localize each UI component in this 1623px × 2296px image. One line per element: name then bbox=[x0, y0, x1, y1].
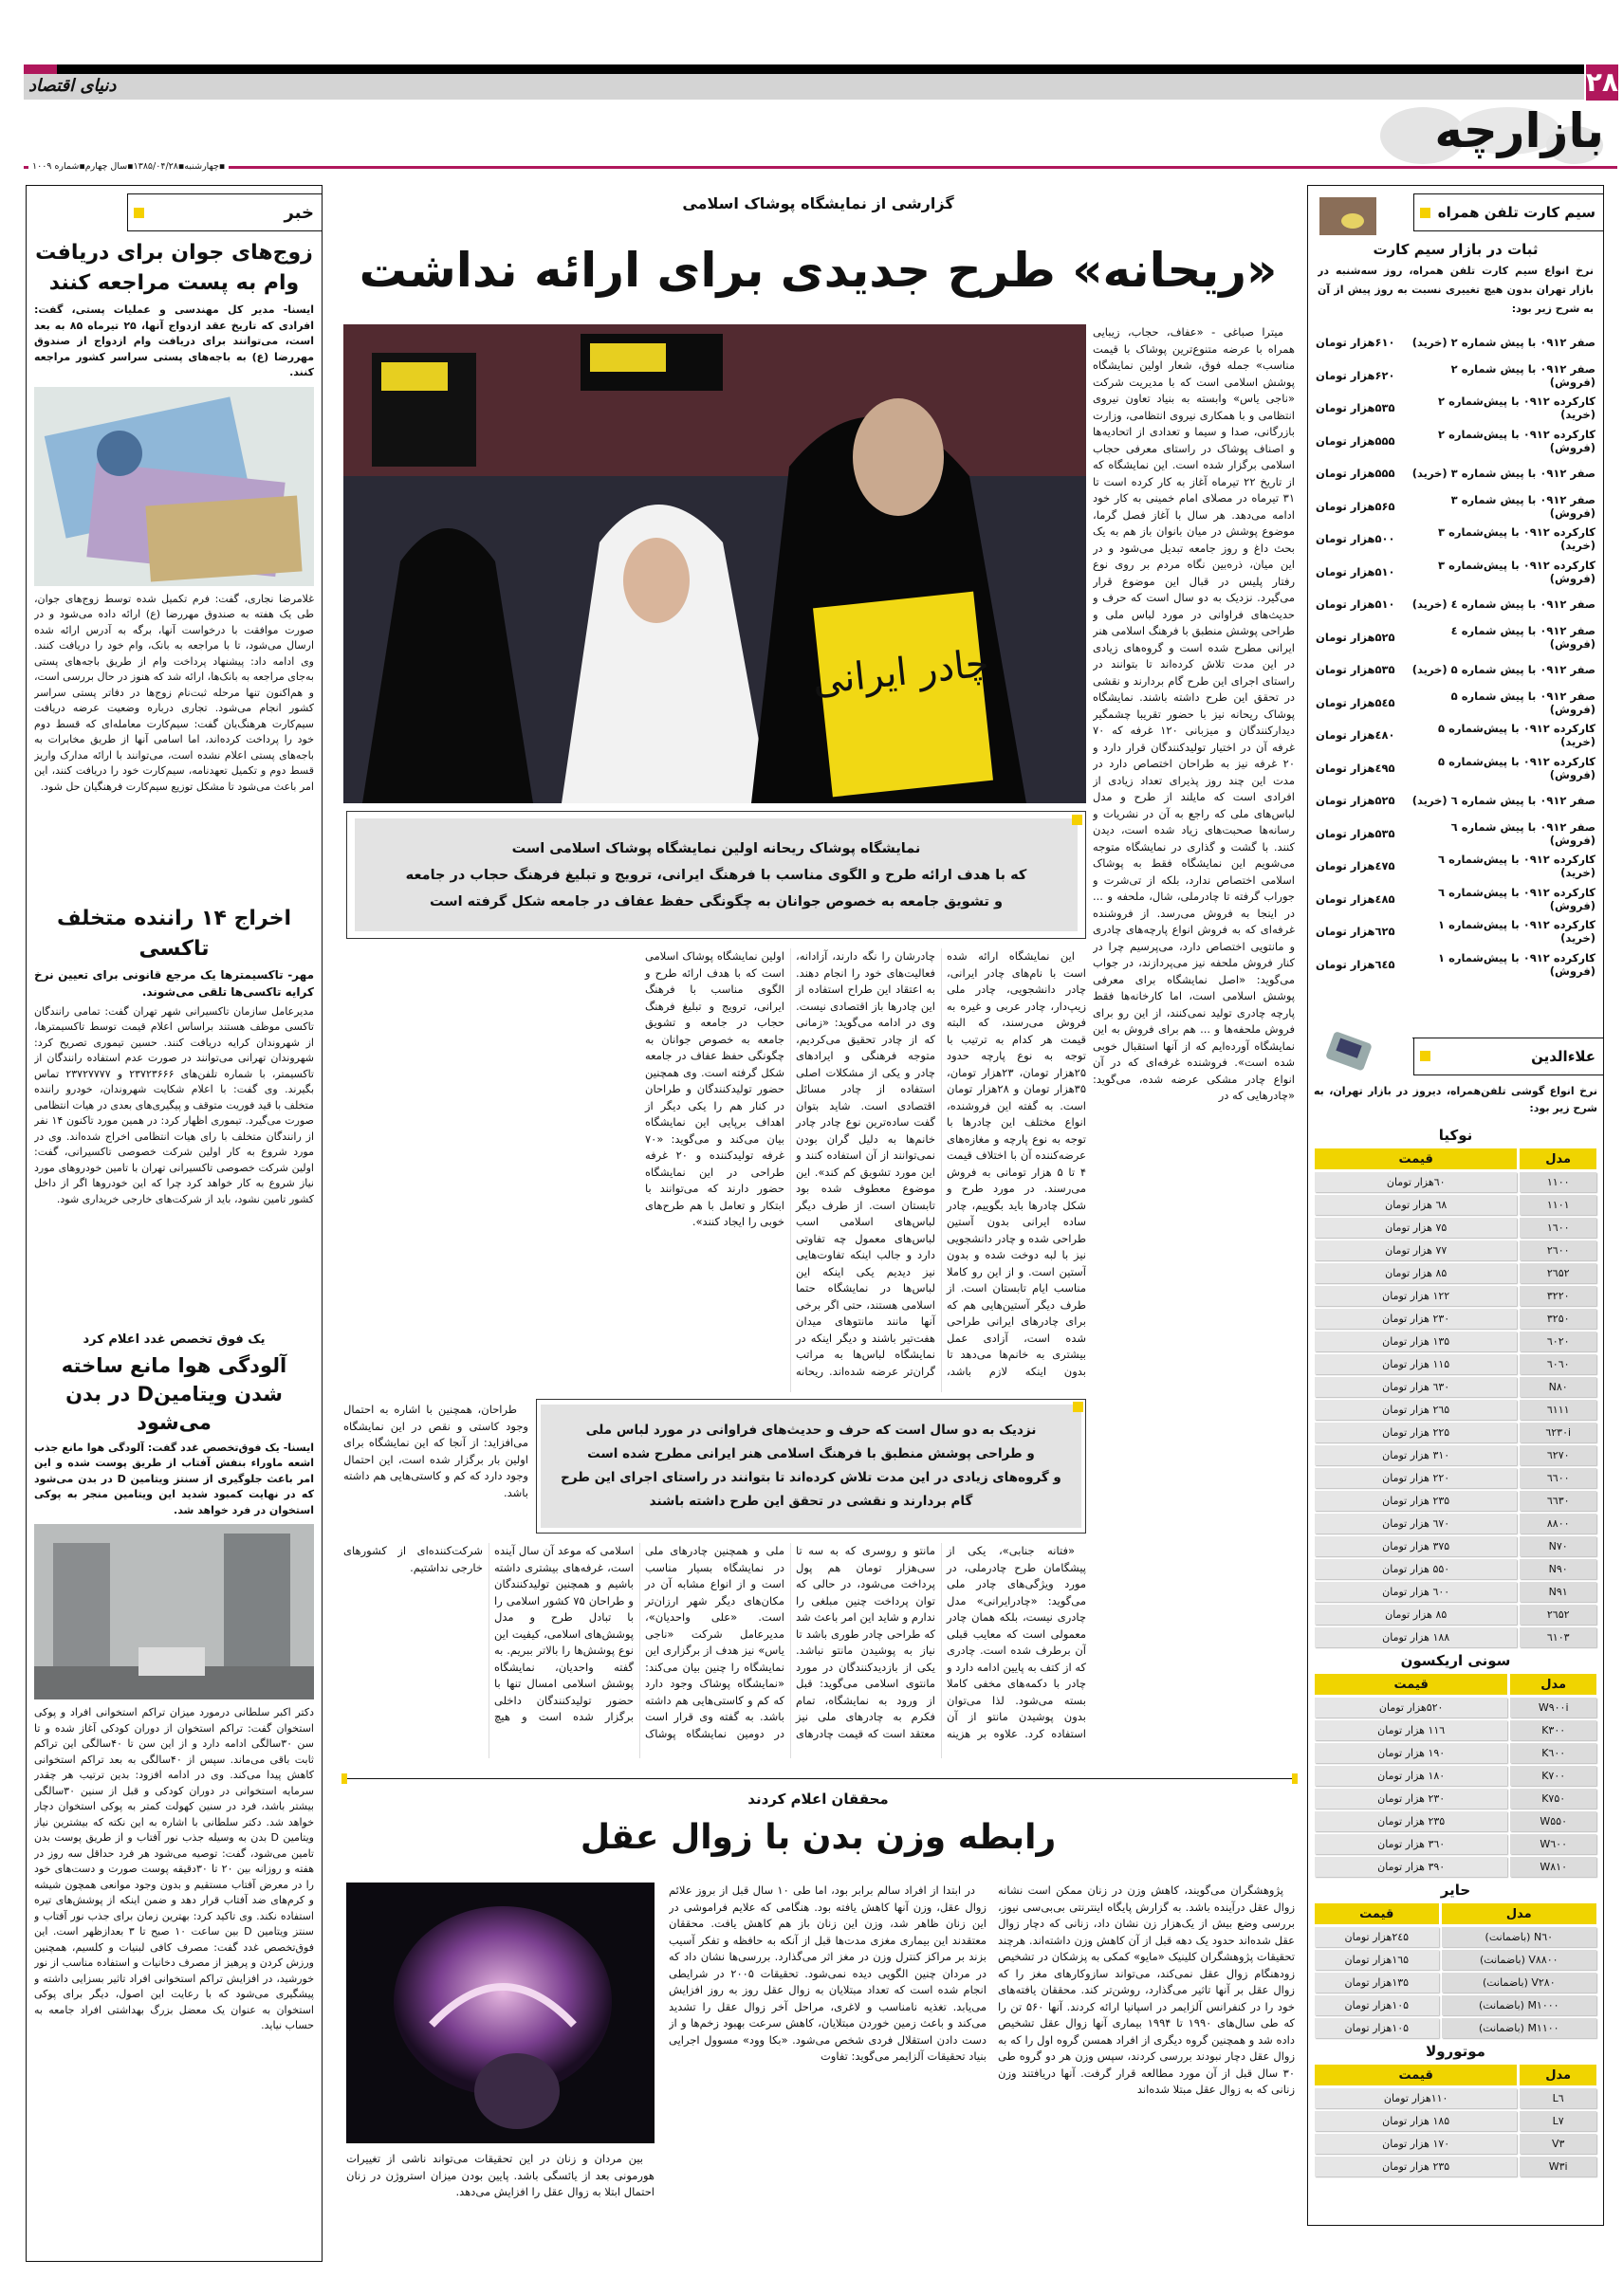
table-row bbox=[1315, 2018, 1596, 2038]
table-row bbox=[1315, 1720, 1596, 1740]
sim-type: کارکرده ۰۹۱۲ با پیش‌شماره ۱ (فروش) bbox=[1438, 950, 1595, 978]
news2-lead: مهر- تاکسیمترها یک مرجع قانونی برای تعیین نرخ کرایه تاکسی‌ها تلقی می‌شوند. bbox=[34, 967, 314, 999]
pull-quote-2-line: گام بردارند و نقشی در تحقق این طرح داشته باشند bbox=[649, 1494, 973, 1509]
sim-type: صفر ۰۹۱۲ با پیش شماره ٤ (خرید) bbox=[1411, 597, 1595, 612]
brain-col2-text: در ابتدا از افراد سالم برابر بود، اما طی ۱۰ سال قبل از بروز علائم زوال عقل، وزن آنها کاهش یافته بود. هنگامی که علایم فراموشی در این زنان ظاهر شد، وزن این زنان باز هم کاهش یافت. محققان معتقدند این بیماری مغزی مدت‌ها قبل از آنکه به حافظه و تفکر آسیب بزند بر مراکز کنترل وزن در مغز اثر می‌گذارد. بررسی‌ها نشان داد که در مردان چنین الگویی دیده نمی‌شود. تحقیقات ۲۰۰۵ در شرایطی انجام شده است که تعداد مبتلایان به زوال عقل روز به روز افزایش می‌یابد. تغذیه نامناسب و لاغری، مراحل آخر زوال عقل را تشدید می‌کند و باعث زمین خوردن مبتلایان، کاهش سرعت بهبود زخم‌ها و از دست دادن استقلال فردی شخص می‌شود. «بکا وود» مسوول اجرایی بنیاد تحقیقات آلزایمر می‌گوید: تفاوت bbox=[669, 1883, 987, 2063]
phone-model: ٦۱۰۳ bbox=[1520, 1627, 1596, 1647]
sim-type: کارکرده ۰۹۱۲ با پیش‌شماره ۵ (فروش) bbox=[1438, 754, 1595, 781]
table-row bbox=[1315, 1309, 1596, 1329]
phone-price: ۱۱۰هزار تومان bbox=[1315, 2088, 1517, 2108]
sim-price: ٤۸۵هزار تومان bbox=[1316, 891, 1395, 906]
main-upper-text: این نمایشگاه ارائه شده است با نام‌های چادر ایرانی، چادر دانشجویی، چادر ملی زیپ‌دار، چادر عربی و غیره به فروش می‌رسند، که البته قیمت هر کدام به ترتیب با توجه به نوع پارچه حدود ۲۵هزار تومان، ۲۳هزار تومان، ۳۵هزار تومان و ۲۸هزار تومان است. به گفته این فروشنده، انواع مختلف این چادرها با توجه به نوع پارچه و مغازه‌های عرضه‌کننده آن با اختلاف قیمت ۴ تا ۵ هزار تومانی به فروش می‌رسند. در مورد طرح و شکل چادرها باید بگوییم، چادر ساده ایرانی بدون آستین طراحی شده و چادر دانشجویی نیز با لبه دوخت شده و بدون آستین است. و از این رو کاملا مناسب ایام تابستان است. از طرف دیگر آستین‌هایی هم که برای چادرهای ایرانی طراحی شده است، آزادی عمل بیشتری به خانم‌ها می‌دهد تا بدون اینکه لازم باشد، چادرشان را نگه دارند، آزادانه، فعالیت‌های خود را انجام دهند. به اعتقاد این طراح استفاده از این چادرها باز اقتصادی نیست. وی در ادامه می‌گوید: «زمانی که از چادر تحقیق می‌کردیم، متوجه فرهنگی و ایرادهای چادر و یکی از مشکلات اصلی استفاده از چادر مسائل اقتصادی است. شاید بتوان گفت ساده‌ترین نوع چادر چادر خانم‌ها به دلیل گران بودن نمی‌توانند از آن استفاده کنند و این مورد تشویق کم کند». این موضوع معطوف شده بود تابستان است. از طرف دیگر لباس‌های اسلامی اسب لباس‌های معمول چه تفاوتی دارد و جالب اینکه تفاوت‌هایی نیز دیدیم یکی اینکه این لباس‌ها در نمایشگاه حتما اسلامی هستند، حتی اگر برخی آنها مانند مانتوهای میدان هفت‌تیر باشند و دیگر اینکه در نمایشگاه لباس‌ها به مراتب گران‌تر عرضه شده‌اند. ریحانه اولین نمایشگاه پوشاک اسلامی است که با هدف ارائه طرح و الگوی مناسب با فرهنگ ایرانی، ترویج و تبلیغ فرهنگ حجاب در جامعه و تشویق جامعه به خصوص جوانان به چگونگی حفظ عفاف در جامعه شکل گرفته است. وی همچنین حضور تولیدکنندگان و طراحان در کنار هم را یکی دیگر از اهداف برپایی این نمایشگاه بیان می‌کند و می‌گوید: «۷۰ غرفه تولیدکننده و ۲۰ غرفه طراحی در این نمایشگاه حضور دارند که می‌توانند با ابتکار و تعامل با هم طرح‌های خوبی را ایجاد کنند». bbox=[645, 949, 1086, 1378]
section-title: بازارچه bbox=[1434, 103, 1604, 158]
news-label: خبر bbox=[284, 202, 314, 223]
sim-price-row bbox=[1308, 817, 1603, 851]
table-row bbox=[1315, 1263, 1596, 1283]
sim-type: صفر ۰۹۱۲ با پیش شماره ۳ (خرید) bbox=[1411, 467, 1595, 481]
phone-price-table bbox=[1312, 2062, 1599, 2179]
phone-model: W۵۵۰ bbox=[1510, 1811, 1596, 1831]
table-row bbox=[1315, 1582, 1596, 1602]
sim-price: ۵۲۵هزار تومان bbox=[1316, 630, 1395, 644]
sim-price-row bbox=[1308, 948, 1603, 982]
table-row bbox=[1315, 1445, 1596, 1465]
table-row bbox=[1315, 1973, 1596, 1993]
table-row bbox=[1315, 1286, 1596, 1306]
phone-model: K۷۰۰ bbox=[1510, 1766, 1596, 1786]
phone-model: ٦۲۷۰ bbox=[1520, 1445, 1596, 1465]
phone-model: M۱۰۰۰ (باضمانت) bbox=[1442, 1995, 1596, 2015]
table-row bbox=[1315, 1377, 1596, 1397]
sim-type: صفر ۰۹۱۲ با پیش شماره ٦ (فروش) bbox=[1450, 819, 1595, 847]
phone-price: ۲۳۰ هزار تومان bbox=[1315, 1309, 1517, 1329]
sim-type: کارکرده ۰۹۱۲ با پیش‌شماره ۱ (خرید) bbox=[1438, 918, 1595, 946]
table-row bbox=[1315, 1766, 1596, 1786]
sim-price-list bbox=[1308, 326, 1603, 981]
main-side-column bbox=[1093, 324, 1295, 1747]
table-row bbox=[1315, 1332, 1596, 1351]
main-kicker: گزارشی از نمایشگاه پوشاک اسلامی bbox=[682, 194, 954, 212]
col-price: قیمت bbox=[1315, 1903, 1439, 1924]
brand-title: حایر bbox=[1440, 1882, 1471, 1899]
col-model: مدل bbox=[1520, 2065, 1596, 2085]
phone-price: ۳۹۰ هزار تومان bbox=[1315, 1857, 1507, 1877]
brain-headline: رابطه وزن بدن با زوال عقل bbox=[580, 1818, 1057, 1857]
sim-subtitle: ثبات در بازار سیم کارت bbox=[1373, 241, 1539, 258]
sim-price: ۵۶۵هزار تومان bbox=[1316, 499, 1395, 513]
table-row bbox=[1315, 1834, 1596, 1854]
sim-price: ۵۳۵هزار تومان bbox=[1316, 401, 1395, 415]
phone-price: ۲۳۵ هزار تومان bbox=[1315, 1491, 1517, 1511]
phone-model: ۲٦۵۲ bbox=[1520, 1263, 1596, 1283]
phone-price-table bbox=[1312, 1671, 1599, 1880]
news3-lead: ایسنا- یک فوق‌تخصص غدد گفت: آلودگی هوا مانع جذب اشعه ماوراء بنفش آفتاب از طریق پوست شده و این امر باعث جلوگیری از سنتز ویتامین D در بدن می‌شود که در نهایت کمبود شدید این ویتامین منجر به پوکی استخوان در فرد خواهد شد. bbox=[34, 1441, 315, 1516]
brain-kicker: محققان اعلام کردند bbox=[747, 1791, 889, 1808]
pull-quote-1-line: و تشویق جامعه به خصوص جوانان به چگونگی حفظ عفاف در جامعه شکل گرفته است bbox=[429, 893, 1003, 909]
sim-price: ۵۲۵هزار تومان bbox=[1316, 794, 1395, 808]
sim-price: ۵۵۵هزار تومان bbox=[1316, 467, 1395, 481]
phone-price: ۱۸۸ هزار تومان bbox=[1315, 1627, 1517, 1647]
phone-price: ۷۷ هزار تومان bbox=[1315, 1240, 1517, 1260]
brain-column-1 bbox=[998, 1883, 1295, 2257]
table-header bbox=[1315, 1903, 1596, 1924]
phone-price-tables bbox=[1312, 1125, 1599, 2179]
sim-price: ٤۸۰هزار تومان bbox=[1316, 728, 1395, 743]
table-row bbox=[1315, 1698, 1596, 1717]
phone-model: K۷۵۰ bbox=[1510, 1789, 1596, 1809]
phone-model: N۷۰ bbox=[1520, 1536, 1596, 1556]
table-row bbox=[1315, 1857, 1596, 1877]
table-row bbox=[1315, 1423, 1596, 1442]
pull-quote-2-line: و گروه‌های زیادی در این مدت تلاش کرده‌اند تا بتوانند در راستای اجرای این طرح bbox=[561, 1470, 1061, 1485]
phone-model: ۳۲۵۰ bbox=[1520, 1309, 1596, 1329]
divider-marker-icon bbox=[341, 1773, 347, 1784]
left-column-flow bbox=[34, 238, 314, 2253]
sim-price-row bbox=[1308, 621, 1603, 654]
label-marker-icon bbox=[1420, 1051, 1430, 1061]
phone-price-table bbox=[1312, 1901, 1599, 2041]
main-upper-body bbox=[343, 948, 1086, 1392]
phone-price: ٦۸ هزار تومان bbox=[1315, 1195, 1517, 1215]
sim-type: کارکرده ۰۹۱۲ با پیش‌شماره ۲ (خرید) bbox=[1438, 395, 1595, 422]
sim-price-row bbox=[1308, 850, 1603, 883]
phone-model: ٦۲۳۰i bbox=[1520, 1423, 1596, 1442]
table-row bbox=[1315, 2157, 1596, 2177]
phone-price: ۱۳۵هزار تومان bbox=[1315, 1973, 1439, 1993]
phone-model: ۲٦۰۰ bbox=[1520, 1240, 1596, 1260]
table-header bbox=[1315, 2065, 1596, 2085]
col-price: قیمت bbox=[1315, 1148, 1517, 1169]
sim-type: کارکرده ۰۹۱۲ با پیش‌شماره ۵ (خرید) bbox=[1438, 722, 1595, 749]
sim-type: صفر ۰۹۱۲ با پیش شماره ٦ (خرید) bbox=[1411, 794, 1595, 808]
phone-price: ۱۰۵هزار تومان bbox=[1315, 2018, 1439, 2038]
col-model: مدل bbox=[1510, 1674, 1596, 1695]
table-row bbox=[1315, 2134, 1596, 2154]
sim-price-row bbox=[1308, 359, 1603, 393]
sim-price-row bbox=[1308, 653, 1603, 687]
phone-model: N۹۱ bbox=[1520, 1582, 1596, 1602]
table-row bbox=[1315, 1605, 1596, 1625]
sim-type: کارکرده ۰۹۱۲ با پیش‌شماره ۲ (فروش) bbox=[1438, 427, 1595, 454]
phone-price: ۲٦۵ هزار تومان bbox=[1315, 1400, 1517, 1420]
sim-label: سیم کارت تلفن همراه bbox=[1437, 204, 1595, 221]
main-beside-quote bbox=[343, 1402, 528, 1534]
phone-price: ۳٦۰ هزار تومان bbox=[1315, 1834, 1507, 1854]
phone-price: ۷۵ هزار تومان bbox=[1315, 1218, 1517, 1238]
phone-price: ۱۳۵ هزار تومان bbox=[1315, 1332, 1517, 1351]
table-row bbox=[1315, 1240, 1596, 1260]
article-divider bbox=[346, 1778, 1295, 1779]
sim-price: ۵۱۰هزار تومان bbox=[1316, 564, 1395, 579]
phone-model: ٦۰۲۰ bbox=[1520, 1332, 1596, 1351]
brain-mri-image bbox=[346, 1883, 655, 2143]
sim-price: ۵۵۵هزار تومان bbox=[1316, 433, 1395, 448]
gray-band bbox=[24, 74, 1584, 100]
table-header bbox=[1315, 1674, 1596, 1695]
phone-price: ۳۷۵ هزار تومان bbox=[1315, 1536, 1517, 1556]
sim-price: ٤۹۵هزار تومان bbox=[1316, 761, 1395, 775]
table-row bbox=[1315, 1491, 1596, 1511]
main-lower-body bbox=[343, 1543, 1086, 1758]
col-model: مدل bbox=[1442, 1903, 1596, 1924]
quote-box-2 bbox=[536, 1399, 1086, 1534]
table-header bbox=[1315, 1148, 1596, 1169]
phone-price: ۲۳۰ هزار تومان bbox=[1315, 1789, 1507, 1809]
phones-label-box bbox=[1413, 1038, 1603, 1075]
news2-body: مدیرعامل سازمان تاکسیرانی شهر تهران گفت: تمامی رانندگان تاکسی موظف هستند براساس اعلام قیمت توسط تاکسیمترها، از شهروندان کرایه دریافت کنند. حسین تیموری تصریح کرد: شهروندان تهرانی می‌توانند در صورت عدم استفاده رانندگان از تاکسیمتر، با شماره تلفن‌های ۲۳۷۲۳۶۶۶ و ۲۳۷۲۷۷۷۷ تماس بگیرند. وی گفت: با اعلام شکایت شهروندان، خودرو راننده متخلف با قید فوریت متوقف و پیگیری‌های بعدی در هیات انتظامی صورت می‌گیرد. تیموری اظهار کرد: در همین مورد تاکنون ۱۴ نفر از رانندگان متخلف با رای هیات انتظامی اخراج شده‌اند. وی در مورد شروع به کار اولین شرکت خصوصی تاکسیرانی، گفت: اولین شرکت خصوصی تاکسیرانی تهران با تامین خودروهای مورد نیاز شروع به کار خواهد کرد چرا که این خودروها اگر از داخل کشور تامین نشود، باید از شرکت‌های خارجی خریداری شود. bbox=[34, 1004, 314, 1205]
sim-type: کارکرده ۰۹۱۲ با پیش‌شماره ۳ (فروش) bbox=[1438, 558, 1595, 585]
phone-price: ۲۳۵ هزار تومان bbox=[1315, 2157, 1517, 2177]
phone-price: ۲٤۵هزار تومان bbox=[1315, 1927, 1439, 1947]
phone-model: ۲٦۵۲ bbox=[1520, 1605, 1596, 1625]
phone-model: ۱۱۰۰ bbox=[1520, 1172, 1596, 1192]
phone-price: ۲۲۵ هزار تومان bbox=[1315, 1423, 1517, 1442]
label-marker-icon bbox=[134, 208, 144, 218]
phone-price: ۱۱۵ هزار تومان bbox=[1315, 1354, 1517, 1374]
sim-type: صفر ۰۹۱۲ با پیش شماره ٤ (فروش) bbox=[1450, 623, 1595, 651]
phone-model: N۹۰ bbox=[1520, 1559, 1596, 1579]
pull-quote-2-line: و طراحی پوشش منطبق با فرهنگ اسلامی هنر ایرانی مطرح شده است bbox=[587, 1446, 1035, 1461]
phone-model: N٦۰ (باضمانت) bbox=[1442, 1927, 1596, 1947]
phone-price: ٦۰هزار تومان bbox=[1315, 1172, 1517, 1192]
phone-price: ۵۵۰ هزار تومان bbox=[1315, 1559, 1517, 1579]
phone-model: W٦۰۰ bbox=[1510, 1834, 1596, 1854]
pull-quote-2 bbox=[541, 1405, 1081, 1528]
sim-price-row bbox=[1308, 523, 1603, 556]
table-row bbox=[1315, 1218, 1596, 1238]
sim-price-row bbox=[1308, 687, 1603, 720]
table-row bbox=[1315, 1514, 1596, 1534]
phone-model: M۱۱۰۰ (باضمانت) bbox=[1442, 2018, 1596, 2038]
sim-price-row bbox=[1308, 752, 1603, 785]
phone-price: ٦۳۰ هزار تومان bbox=[1315, 1377, 1517, 1397]
phone-price: ۸۵ هزار تومان bbox=[1315, 1605, 1517, 1625]
sim-price-row bbox=[1308, 457, 1603, 490]
sim-price: ٤۷۵هزار تومان bbox=[1316, 859, 1395, 873]
phone-model: V۲۸۰ (باضمانت) bbox=[1442, 1973, 1596, 1993]
table-row bbox=[1315, 2088, 1596, 2108]
phone-model: ۳۲۲۰ bbox=[1520, 1286, 1596, 1306]
phone-price: ۱٦۵هزار تومان bbox=[1315, 1950, 1439, 1970]
top-accent-bar bbox=[24, 64, 57, 74]
phone-price: ۱۱٦ هزار تومان bbox=[1315, 1720, 1507, 1740]
sim-card-thumbnail bbox=[1319, 197, 1376, 235]
phone-model: K٦۰۰ bbox=[1510, 1743, 1596, 1763]
sim-price: ۵۳۵هزار تومان bbox=[1316, 826, 1395, 840]
sim-price-row bbox=[1308, 588, 1603, 621]
table-row bbox=[1315, 1950, 1596, 1970]
phone-model: K۳۰۰ bbox=[1510, 1720, 1596, 1740]
money-photo bbox=[34, 387, 314, 586]
news-label-box bbox=[127, 193, 322, 231]
phone-price: ۲۲۰ هزار تومان bbox=[1315, 1468, 1517, 1488]
table-row bbox=[1315, 1627, 1596, 1647]
phone-price: ۱۸۰ هزار تومان bbox=[1315, 1766, 1507, 1786]
pull-quote-2-line: نزدیک به دو سال است که حرف و حدیث‌های فراوانی در مورد لباس ملی bbox=[585, 1423, 1037, 1438]
table-row bbox=[1315, 1468, 1596, 1488]
sim-intro: نرخ انواع سیم کارت تلفن همراه، روز سه‌شنبه در بازار تهران بدون هیچ تغییری نسبت به روز پیش از آن به شرح زیر بود: bbox=[1318, 265, 1594, 315]
brand-title: موتورولا bbox=[1426, 2043, 1485, 2060]
table-row bbox=[1315, 1743, 1596, 1763]
phone-price: ۱۸۵ هزار تومان bbox=[1315, 2111, 1517, 2131]
brain-caption bbox=[346, 2151, 655, 2255]
main-side-text: میترا صباغی - «عفاف، حجاب، زیبایی همراه با عرضه متنوع‌ترین پوشاک با قیمت مناسب» جمله فوق، شعار اولین نمایشگاه پوشش اسلامی است که با مدیریت شرکت «ناجی یاس» وابسته به بنیاد تعاون نیروی انتظامی و با همکاری نیروی انتظامی، وزارت بازرگانی، صدا و سیما و تعدادی از اتحادیه‌ها و اصناف پوشاک در راستای معرفی حجاب اسلامی برگزار شده است. این نمایشگاه که از تاریخ ۲۲ تیرماه آغاز به کار کرده است تا ۳۱ تیرماه در مصلای امام خمینی به کار خود ادامه می‌دهد. هر سال با آغاز فصل گرما، موضوع پوشش در میان بانوان باز هم به یک بحث داغ و روز جامعه تبدیل می‌شود و در این میان، ذره‌بین نگاه مردم بر روی نوع رفتار پلیس در قبال این موضوع قرار می‌گیرد. نزدیک به دو سال است که حرف و حدیث‌های فراوانی در مورد لباس ملی و طراحی پوشش منطبق با فرهنگ اسلامی هنر ایرانی مطرح شده است و گروه‌های زیادی در این مدت تلاش کرده‌اند تا بتوانند در راستای اجرای این طرح گام بردارند و نقشی در تحقق این طرح داشته باشند. نمایشگاه پوشاک ریحانه نیز با حضور تقریبا چشمگیر دیدارکنندگان و میزبانی ۱۲۰ غرفه که ۷۰ غرفه آن در اختیار تولیدکنندگان قرار دارد و ۲۰ غرفه نیز به طراحان اختصاص دارد در مدت این چند روز پذیرای تعداد زیادی از افرادی است که مایلند از طرح و مدل لباس‌های ملی که راجع به آن در نشریات و رسانه‌ها صحبت‌های زیاد شده است، دیدن کنند. با گشت و گذاری در نمایشگاه متوجه می‌شویم این نمایشگاه فقط به پوشاک اسلامی اختصاص ندارد، بلکه از تی‌شرت و جوراب گرفته تا چادرملی، شال، ملحفه و ... در اینجا به فروش می‌رسد. از فروشنده غرفه‌ای که به فروش انواع پارچه‌های چادری و مانتویی اختصاص دارد، می‌پرسیم چرا در کنار فروش ملحفه نیز می‌پردازند، در جواب می‌گوید: «اصل نمایشگاه برای معرفی پوشش اسلامی است، اما کارخانه‌ها فقط پارچه چادری تولید نمی‌کنند، از این رو برای فروش ملحفه‌ها و ... هم برای فروش به این نمایشگاه آورده‌ایم که از آنها استقبال خوبی شده است». فروشنده غرفه‌ای که در آن انواع چادر مشکی عرضه شده، می‌گوید: «چادرهایی که در bbox=[1093, 325, 1295, 1102]
phone-model: L۷ bbox=[1520, 2111, 1596, 2131]
col-model: مدل bbox=[1520, 1148, 1596, 1169]
sim-price: ۵۰۰هزار تومان bbox=[1316, 532, 1395, 546]
news3-headline: آلودگی هوا مانع ساخته شدن ویتامینD در بدن می‌شود bbox=[61, 1353, 287, 1434]
sim-price-row bbox=[1308, 915, 1603, 948]
sim-type: کارکرده ۰۹۱۲ با پیش‌شماره ٦ (خرید) bbox=[1438, 853, 1595, 880]
phone-model: ۱٦۰۰ bbox=[1520, 1218, 1596, 1238]
table-row bbox=[1315, 1536, 1596, 1556]
table-row bbox=[1315, 1927, 1596, 1947]
phone-price: ۲۳۵ هزار تومان bbox=[1315, 1811, 1507, 1831]
label-marker-icon bbox=[1420, 208, 1430, 218]
brand-title: سونی اریکسون bbox=[1400, 1652, 1511, 1669]
sim-price-row bbox=[1308, 784, 1603, 817]
news1-body: غلامرضا نجاری، گفت: فرم تکمیل شده توسط زوج‌های جوان، طی یک هفته به صندوق مهررضا (ع) ارائه داده می‌شود و در صورت موافقت با درخواست آنها، برگه به آدرس ارائه شده ارسال می‌شود، تا با مراجعه به بانک، وام خود را دریافت کنند. وی ادامه داد: پیشنهاد پرداخت وام از طریق باجه‌های پستی به‌جای مراجعه به بانک‌ها، ارائه شد که هنوز در حال بررسی است، و هم‌اکنون تنها مرحله ثبت‌نام زوج‌ها در دفاتر پستی سراسر کشور انجام می‌شود. تجاری درباره وضعیت عرضه دریافت سیم‌کارت هرهنگ‌یان گفت: سیم‌کارت معامله‌ای که قسط دوم خود را پرداخت کرده‌اند، اما اسامی آنها از طریق مخابرات به باجه‌های پستی اعلام نشده است، می‌توانند با ارائه مدارک واریز قسط دوم و تکمیل تعهدنامه، سیم‌کارت خود را دریافت کنند، این امر باعث می‌شود تا مشکل توزیع سیم‌کارت فرهنگیان حل شود. bbox=[34, 592, 314, 793]
brand-title: نوکیا bbox=[1438, 1127, 1473, 1144]
table-row bbox=[1315, 1354, 1596, 1374]
phone-model: ۱۱۰۱ bbox=[1520, 1195, 1596, 1215]
phone-model: ٦٦۰۰ bbox=[1520, 1468, 1596, 1488]
pull-quote-1-line: نمایشگاه پوشاک ریحانه اولین نمایشگاه پوشاک اسلامی است bbox=[511, 840, 921, 856]
sim-price-row bbox=[1308, 326, 1603, 359]
phone-price: ٦۷۰ هزار تومان bbox=[1315, 1514, 1517, 1534]
right-column bbox=[1307, 185, 1604, 2226]
news2-headline: اخراج ۱۴ راننده متخلف تاکسی bbox=[56, 906, 292, 961]
col-price: قیمت bbox=[1315, 1674, 1507, 1695]
phone-model: W۹۰۰i bbox=[1510, 1698, 1596, 1717]
sim-type: صفر ۰۹۱۲ با پیش شماره ۲ (خرید) bbox=[1411, 336, 1595, 350]
pull-quote-1-line: که با هدف ارائه طرح و الگوی مناسب با فرهنگ ایرانی، ترویج و تبلیغ فرهنگ حجاب در جامعه bbox=[405, 867, 1027, 883]
sim-type: صفر ۰۹۱۲ با پیش شماره ۵ (خرید) bbox=[1411, 663, 1595, 677]
phone-price: ۵۲۰هزار تومان bbox=[1315, 1698, 1507, 1717]
news3-kicker: یک فوق تخصص غدد اعلام کرد bbox=[83, 1332, 266, 1347]
phone-model: W۸۱۰ bbox=[1510, 1857, 1596, 1877]
phone-price: ۱۰۵هزار تومان bbox=[1315, 1995, 1439, 2015]
news1-lead: ایسنا- مدیر کل مهندسی و عملیات پستی، گفت: افرادی که تاریخ عقد ازدواج آنها، ۲۵ تیرماه ۸۵ به بعد است، می‌توانند برای دریافت وام ازدواج از صندوق مهررضا (ع) به باجه‌های پستی سراسر کشور مراجعه کنند. bbox=[34, 303, 315, 378]
phones-label: علاءالدین bbox=[1531, 1047, 1595, 1065]
phone-thumbnail bbox=[1319, 1032, 1376, 1072]
table-row bbox=[1315, 1400, 1596, 1420]
brain-col1-text: پژوهشگران می‌گویند، کاهش وزن در زنان ممکن است نشانه زوال عقل درآینده باشد. به گزارش پایگاه اینترنتی بی‌بی‌سی نیوز، بررسی وضع بیش از یک‌هزار زن نشان داد، زنانی که دچار زوال عقل شده‌اند حدود یک دهه قبل از آن کاهش وزن داشته‌اند. هرچند تحقیقات پژوهشگران کلینیک «مایو» کمکی به پزشکان در تشخیص زودهنگام زوال عقل نمی‌کند، می‌تواند سازوکارهای مغز را که زوال عقل بر آنها تاثیر می‌گذارد، روشن‌تر کند. محققان یافته‌های خود را در کنفرانس آلزایمر در اسپانیا ارائه کردند. آنها ۵۶۰ تن را که طی سال‌های ۱۹۹۰ تا ۱۹۹۴ بیماری آنها زوال عقل تشخیص داده شد و همچنین گروه دیگری از افراد همسن گروه اول را که به زوال عقل دچار نبودند بررسی کردند، سپس وزن هر دو گروه طی ۳۰ سال قبل از آن مورد مطالعه قرار گرفت. آنها دریافتند وزن زنانی که به زوال عقل مبتلا شده‌اند bbox=[998, 1883, 1295, 2096]
quote-marker-icon bbox=[1072, 815, 1082, 825]
phone-model: V۳ bbox=[1520, 2134, 1596, 2154]
main-lower-text: «فتانه جنابی»، یکی از پیشگامان طرح چادرملی، در مورد ویژگی‌های چادر ملی می‌گوید: «چادرایرانی» مدل چادری نیست، بلکه همان چادر معمولی است که معایب قبلی آن برطرف شده است. چادری که از کتف به پایین ادامه دارد و چادر با دکمه‌های مخفی کاملا بسته می‌شود. لذا می‌توان بدون پوشیدن مانتو از آن استفاده کرد. علاوه بر هزینه مانتو و روسری که به سه تا سی‌هزار تومان هم پول پرداخت می‌شود، در حالی که توان پرداخت چنین مبلغی را ندارم و شاید این امر باعث شد که طراحی چادر طوری باشد تا نیاز به پوشیدن مانتو نباشد. یکی از بازدیدکنندگان در مورد مانتوی اسلامی می‌گوید: قبل از ورود به نمایشگاه، تمام فکرم به چادرهای ملی نیز معتقد است که قیمت چادرهای ملی و همچنین چادرهای ملی در نمایشگاه بسیار مناسب است و از انواع مشابه آن در مکان‌های دیگر شهر ارزان‌تر است. «علی واحدیان»، مدیرعامل شرکت «ناجی یاس» نیز هدف از برگزاری این نمایشگاه را چنین بیان می‌کند: «نمایشگاه پوشاک وجود دارد که کم و کاستی‌هایی هم داشته باشد. به گفته وی قرار است در دومین نمایشگاه پوشاک اسلامی که موعد آن سال آینده است، غرفه‌های بیشتری داشته باشیم و همچنین تولیدکنندگان و طراحان ۷۵ کشور اسلامی را با تبادل طرح و مدل پوشش‌های اسلامی، کیفیت این نوع پوشش‌ها را بالاتر ببریم. به گفته واحدیان، نمایشگاه پوشش اسلامی امسال تنها با حضور تولیدکنندگان داخلی برگزار شده است و هیچ شرکت‌کننده‌ای از کشورهای خارجی نداشتیم. bbox=[343, 1544, 1086, 1740]
section-rule bbox=[24, 166, 1617, 169]
dateline: ▪چهارشنبه▪۱۳۸۵/۰۴/۲۸▪سال چهارم▪شماره ۱۰۰۹ bbox=[28, 159, 229, 174]
page-number: ۲۸ bbox=[1586, 64, 1618, 101]
sim-price: ۶۱۰هزار تومان bbox=[1316, 336, 1395, 350]
sim-price-row bbox=[1308, 556, 1603, 589]
sim-type: کارکرده ۰۹۱۲ با پیش‌شماره ۳ (خرید) bbox=[1438, 525, 1595, 553]
main-photo bbox=[343, 324, 1086, 803]
phone-price: ٦۰۰ هزار تومان bbox=[1315, 1582, 1517, 1602]
left-column bbox=[26, 185, 323, 2262]
phone-model: L٦ bbox=[1520, 2088, 1596, 2108]
table-row bbox=[1315, 1172, 1596, 1192]
phone-price-table bbox=[1312, 1146, 1599, 1650]
phone-model: V۸۸۰۰ (باضمانت) bbox=[1442, 1950, 1596, 1970]
news3-body: دکتر اکبر سلطانی درمورد میزان تراکم استخوانی افراد و پوکی استخوان گفت: تراکم استخوان از دوران کودکی آغاز شده و تا سن ۳۰سالگی ادامه دارد و از این سن تا ۴۰سالگی این تراکم ثابت باقی می‌ماند. سپس از ۴۰سالگی به بعد تراکم استخوانی کاهش پیدا می‌کند. وی در ادامه افزود: بدین ترتیب هر چقدر سرمایه استخوانی در دوران کودکی و قبل از سنین ۳۰سالگی بیشتر باشد، فرد در سنین کهولت کمتر به پوکی استخوان دچار خواهد شد. دکتر سلطانی با اشاره به این نکته که بیشترین نیاز ویتامین D بدن به وسیله جذب نور آفتاب و از طریق پوست بدن تامین می‌شود، گفت: توصیه می‌شود هر فرد حداقل سه روز در هفته و روزانه بین ۲۰ تا ۳۰دقیقه پوست صورت و دست‌های خود را در معرض آفتاب مستقیم و بدون وجود موانعی همچون شیشه و کرم‌های ضد آفتاب قرار دهد و ضمن اینکه از پوشش‌های تیره استفاده نکند. وی تاکید کرد: بهترین زمان برای جذب نور آفتاب و سنتز ویتامین D بین ساعت ۱۰ صبح تا ۳ بعدازظهر است. این فوق‌تخصص غدد گفت: مصرف کافی لبنیات و کلسیم، همچنین ورزش کردن و پرهیز از مصرف دخانیات و استفاده مناسب از نور خورشید، در افزایش تراکم استخوانی افراد تاثیر بسزایی داشته و پیشگیری می‌شود که با رعایت این اصول، دیگر برای پوکی استخوان به عنوان یک معضل بزرگ بهداشتی افراد جامعه به حساب نیاید. bbox=[34, 1706, 314, 2031]
sim-type: صفر ۰۹۱۲ با پیش شماره ۵ (فروش) bbox=[1450, 689, 1595, 716]
table-row bbox=[1315, 1995, 1596, 2015]
phone-price: ۱۷۰ هزار تومان bbox=[1315, 2134, 1517, 2154]
col-price: قیمت bbox=[1315, 2065, 1517, 2085]
table-row bbox=[1315, 1811, 1596, 1831]
sim-type: صفر ۰۹۱۲ با پیش شماره ۳ (فروش) bbox=[1450, 492, 1595, 520]
phone-model: N۸۰ bbox=[1520, 1377, 1596, 1397]
top-black-bar bbox=[24, 64, 1584, 74]
newspaper-logo: دنیای اقتصاد bbox=[28, 76, 117, 96]
photo-sign-text: چادر ایرانی bbox=[810, 641, 991, 704]
sim-price-row bbox=[1308, 392, 1603, 425]
table-row bbox=[1315, 1195, 1596, 1215]
phone-model: ٦۰٦۰ bbox=[1520, 1354, 1596, 1374]
sim-type: صفر ۰۹۱۲ با پیش شماره ۲ (فروش) bbox=[1450, 361, 1595, 389]
main-headline: «ریحانه» طرح جدیدی برای ارائه نداشت bbox=[359, 243, 1278, 298]
table-row bbox=[1315, 1789, 1596, 1809]
sim-price-row bbox=[1308, 883, 1603, 916]
phone-model: ٦٦۳۰ bbox=[1520, 1491, 1596, 1511]
phone-model: ۸۸۰۰ bbox=[1520, 1514, 1596, 1534]
quote-box-1 bbox=[346, 811, 1086, 939]
table-row bbox=[1315, 1559, 1596, 1579]
sim-price-row bbox=[1308, 425, 1603, 458]
phone-price: ۸۵ هزار تومان bbox=[1315, 1263, 1517, 1283]
brain-caption-text: بین مردان و زنان در این تحقیقات می‌تواند ناشی از تغییرات هورمونی بعد از یائسگی باشد. پایین بودن میزان استروژن در زنان احتمال ابتلا به زوال عقل را افزایش می‌دهد. bbox=[346, 2152, 655, 2198]
table-row bbox=[1315, 2111, 1596, 2131]
sim-price: ۵۳۵هزار تومان bbox=[1316, 663, 1395, 677]
sim-price: ۵٤۵هزار تومان bbox=[1316, 695, 1395, 709]
news1-headline: زوج‌های جوان برای دریافت وام به پست مراجعه کنند bbox=[35, 241, 313, 295]
sim-price-row bbox=[1308, 719, 1603, 752]
phone-model: ٦۱۱۱ bbox=[1520, 1400, 1596, 1420]
phone-price: ۳۱۰ هزار تومان bbox=[1315, 1445, 1517, 1465]
street-photo bbox=[34, 1524, 314, 1699]
sim-price: ٦۲۵هزار تومان bbox=[1316, 925, 1395, 939]
sim-price: ۶۲۰هزار تومان bbox=[1316, 368, 1395, 382]
sim-price: ۵۱۰هزار تومان bbox=[1316, 597, 1395, 612]
sim-label-box bbox=[1413, 193, 1603, 231]
sim-type: کارکرده ۰۹۱۲ با پیش‌شماره ٦ (فروش) bbox=[1438, 885, 1595, 912]
pull-quote-1 bbox=[355, 818, 1078, 931]
phone-price: ۱۹۰ هزار تومان bbox=[1315, 1743, 1507, 1763]
main-beside-quote-text: طراحان، همچنین با اشاره به احتمال وجود کاستی و نقص در این نمایشگاه می‌افزاید: از آنجا که این نمایشگاه برای اولین بار برگزار شده است، این احتمال وجود دارد که کم و کاستی‌هایی هم داشته باشد. bbox=[343, 1403, 528, 1499]
sim-price: ٦٤۵هزار تومان bbox=[1316, 957, 1395, 971]
quote-marker-icon bbox=[1073, 1402, 1083, 1412]
divider-marker-icon bbox=[1292, 1773, 1298, 1784]
phone-price: ۱۲۲ هزار تومان bbox=[1315, 1286, 1517, 1306]
phone-model: W۳i bbox=[1520, 2157, 1596, 2177]
sim-price-row bbox=[1308, 490, 1603, 523]
phones-intro: نرخ انواع گوشی تلفن‌همراه، دیروز در بازار تهران، به شرح زیر بود: bbox=[1314, 1085, 1597, 1114]
brain-column-2 bbox=[669, 1883, 987, 2257]
